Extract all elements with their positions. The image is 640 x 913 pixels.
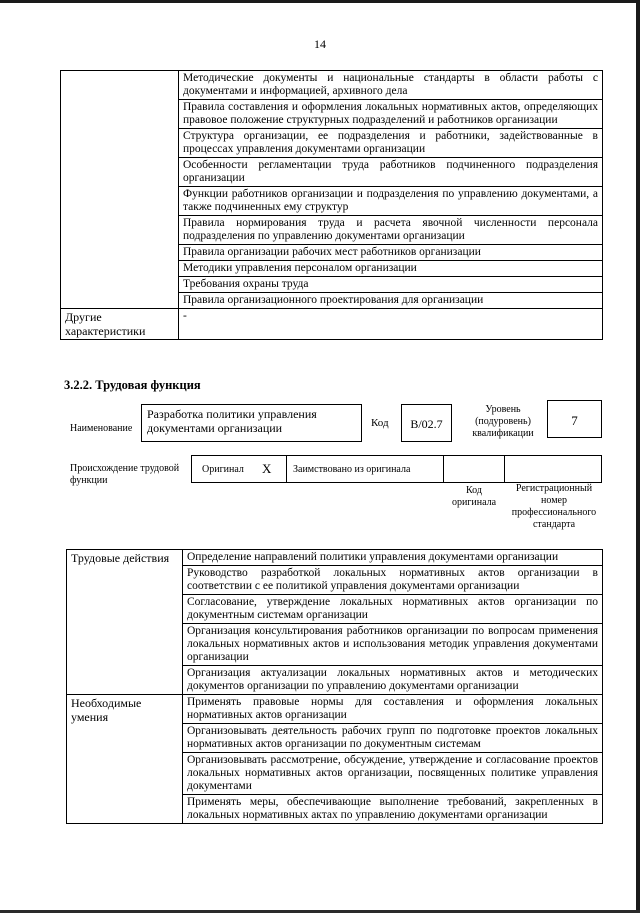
name-label: Наименование xyxy=(70,423,133,434)
borrowed-cell xyxy=(286,455,444,483)
skill-item: Организовывать деятельность рабочих групп по подготовке проектов локальных нормативных актов организации по документным системам xyxy=(183,724,603,753)
knowledge-item: Правила организационного проектирования для организации xyxy=(179,293,603,309)
labor-action-item: Организация актуализации локальных нормативных актов и методических документов организации по управлению документами организации xyxy=(183,666,603,695)
knowledge-table xyxy=(60,70,603,340)
other-characteristics-value: - xyxy=(179,309,603,340)
skill-item: Применять правовые нормы для составления и оформления локальных нормативных актов организации xyxy=(183,695,603,724)
skill-item: Применять меры, обеспечивающие выполнение требований, закрепленных в локальных нормативных актах по управлению документами организации xyxy=(183,795,603,824)
level-value: 7 xyxy=(571,413,578,428)
table-row xyxy=(61,309,603,340)
knowledge-item: Правила организации рабочих мест работников организации xyxy=(179,245,603,261)
knowledge-item: Методики управления персоналом организации xyxy=(179,261,603,277)
original-cell xyxy=(191,455,287,483)
knowledge-item: Правила нормирования труда и расчета явочной численности персонала подразделения по управлению документами организации xyxy=(179,216,603,245)
labor-function-table xyxy=(66,549,603,824)
reg-number-cell xyxy=(504,455,602,483)
code-box xyxy=(401,404,452,442)
function-name-value: Разработка политики управления документами организации xyxy=(147,407,317,435)
code-original-label: Код оригинала xyxy=(451,485,497,508)
reg-number-label: Регистрационный номер профессионального стандарта xyxy=(511,483,597,530)
level-box xyxy=(547,400,602,438)
scan-edge-top xyxy=(0,0,640,3)
original-label: Оригинал xyxy=(202,464,244,475)
table-row xyxy=(61,71,603,100)
code-label: Код xyxy=(371,417,389,429)
row-label xyxy=(61,71,179,309)
code-value: В/02.7 xyxy=(410,417,443,431)
labor-action-item: Организация консультирования работников организации по вопросам применения локальных нормативных актов и использования методик управления документами организации xyxy=(183,624,603,666)
skills-label: Необходимые умения xyxy=(67,695,183,824)
knowledge-item: Особенности регламентации труда работников подчиненного подразделения организации xyxy=(179,158,603,187)
page-number: 14 xyxy=(314,37,326,51)
level-label: Уровень (подуровень) квалификации xyxy=(472,404,534,439)
labor-action-item: Определение направлений политики управления документами организации xyxy=(183,550,603,566)
function-name-box xyxy=(141,404,362,442)
skill-item: Организовывать рассмотрение, обсуждение, утверждение и согласование проектов локальных нормативных актов организации, посвященных политике управления документами xyxy=(183,753,603,795)
knowledge-item: Структура организации, ее подразделения и работники, задействованные в процессах управления документами организации xyxy=(179,129,603,158)
knowledge-item: Требования охраны труда xyxy=(179,277,603,293)
knowledge-item: Правила составления и оформления локальных нормативных актов, определяющих правовое положение структурных подразделений и работников организации xyxy=(179,100,603,129)
original-mark: Х xyxy=(262,461,272,476)
scan-edge-right xyxy=(636,0,640,913)
origin-label: Происхождение трудовой функции xyxy=(70,463,180,486)
code-original-cell xyxy=(443,455,505,483)
knowledge-item: Методические документы и национальные стандарты в области работы с документами и информацией, архивного дела xyxy=(179,71,603,100)
table-row xyxy=(67,695,603,724)
borrowed-label: Заимствовано из оригинала xyxy=(293,464,411,475)
knowledge-item: Функции работников организации и подразделения по управлению документами, а также подчиненных ему структур xyxy=(179,187,603,216)
section-heading: 3.2.2. Трудовая функция xyxy=(64,378,201,392)
labor-action-item: Руководство разработкой локальных нормативных актов организации в соответствии с ее политикой управления документами организации xyxy=(183,566,603,595)
labor-action-item: Согласование, утверждение локальных нормативных актов организации по документным системам организации xyxy=(183,595,603,624)
table-row xyxy=(67,550,603,566)
labor-actions-label: Трудовые действия xyxy=(67,550,183,695)
other-characteristics-label: Другие характеристики xyxy=(61,309,179,340)
